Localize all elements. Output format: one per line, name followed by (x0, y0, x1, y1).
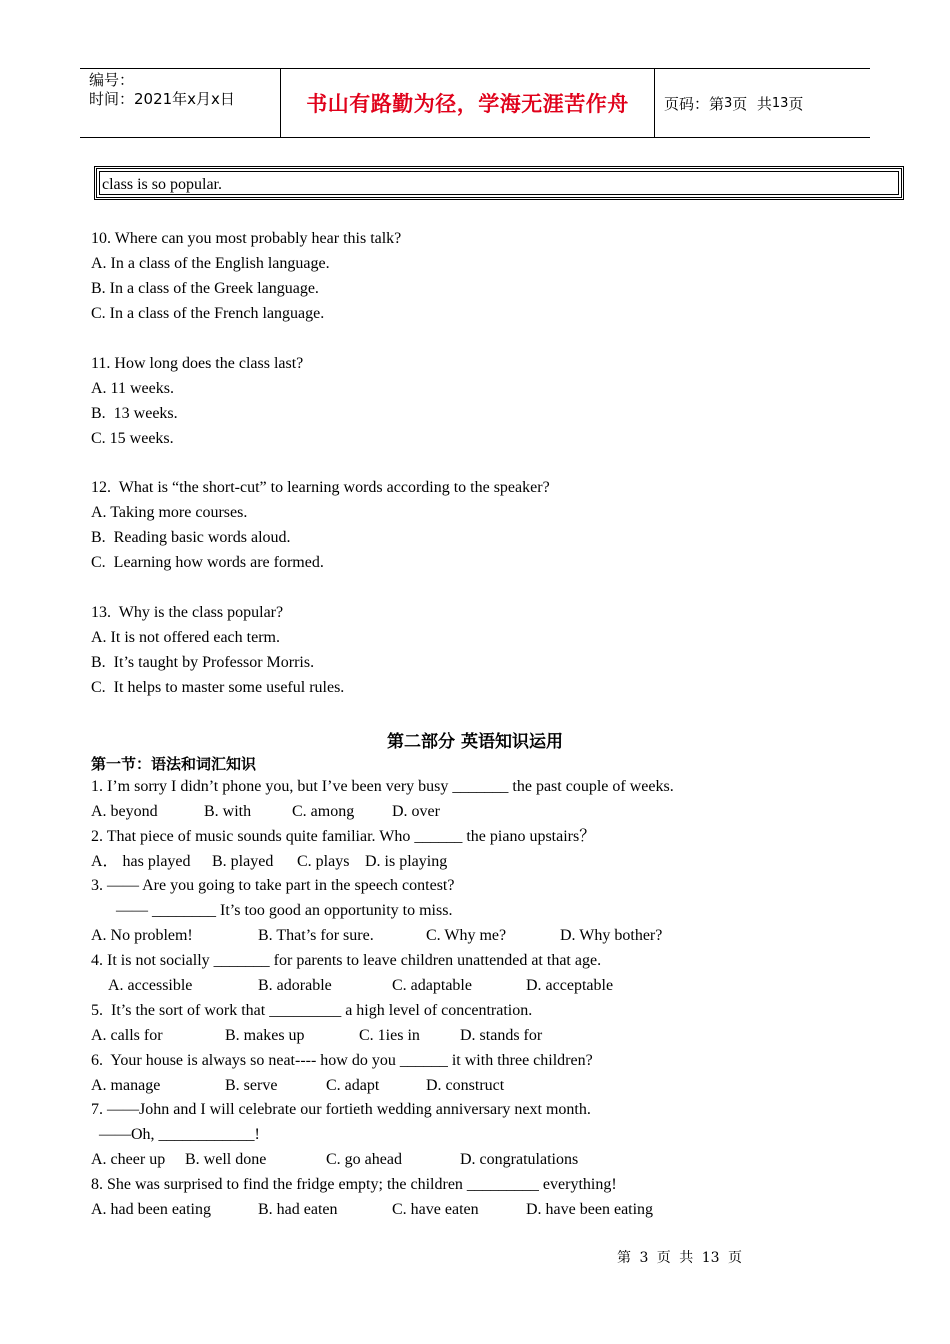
page-mid: 页 共 (732, 94, 772, 113)
g-q6-option-d: D. construct (426, 1077, 505, 1094)
motto-text: 书山有路勤为径，学海无涯苦作舟 (306, 92, 629, 116)
header-motto (281, 69, 655, 137)
question-12: 12. What is “the short-cut” to learning words according to the speaker? (91, 479, 550, 496)
page-prefix: 页码：第 (664, 94, 725, 113)
g-q6-option-b: B. serve (225, 1077, 278, 1094)
question-13: 13. Why is the class popular? (91, 604, 284, 621)
grammar-q1: 1. I’m sorry I didn’t phone you, but I’ve been very busy _______ the past couple of weeks. (91, 778, 674, 795)
q12-option-c: C. Learning how words are formed. (91, 554, 324, 571)
g-q6-option-c: C. adapt (326, 1077, 380, 1094)
part2-title: 第二部分 英语知识运用 (387, 732, 563, 752)
g-q4-option-b: B. adorable (258, 977, 332, 994)
g-q3-option-d: D. Why bother? (560, 927, 663, 944)
g-q7-option-c: C. go ahead (326, 1151, 402, 1168)
q12-option-b: B. Reading basic words aloud. (91, 529, 291, 546)
question-10: 10. Where can you most probably hear this talk? (91, 230, 402, 247)
page-total: 13 (771, 95, 789, 111)
g-q3-option-b: B. That’s for sure. (258, 927, 374, 944)
g-q1-option-b: B. with (204, 803, 252, 820)
q12-option-a: A. Taking more courses. (91, 504, 248, 521)
g-q4-option-a: A. accessible (108, 977, 193, 994)
grammar-q7: 7. ——John and I will celebrate our fortieth wedding anniversary next month. (91, 1101, 591, 1118)
g-q2-option-b: B. played (212, 853, 274, 870)
g-q3-option-a: A. No problem! (91, 927, 193, 944)
grammar-q7-reply: ——Oh, ____________! (99, 1126, 260, 1143)
g-q5-option-a: A. calls for (91, 1027, 163, 1044)
page-header (80, 68, 870, 138)
g-q2-option-a: A． has played (91, 853, 191, 870)
section1-title: 第一节：语法和词汇知识 (91, 755, 257, 773)
grammar-q8: 8. She was surprised to find the fridge empty; the children _________ everything! (91, 1176, 617, 1193)
q13-option-a: A. It is not offered each term. (91, 629, 280, 646)
header-page-info (655, 69, 870, 137)
g-q1-option-a: A. beyond (91, 803, 158, 820)
grammar-q4: 4. It is not socially _______ for parents to leave children unattended at that age. (91, 952, 602, 969)
header-meta (80, 69, 281, 137)
transcript-box (94, 166, 904, 200)
g-q8-option-a: A. had been eating (91, 1201, 211, 1218)
grammar-q3-reply: —— ________ It’s too good an opportunity to miss. (116, 902, 453, 919)
number-label: 编号： (89, 71, 135, 89)
g-q4-option-d: D. acceptable (526, 977, 614, 994)
page-footer: 第 3 页 共 13 页 (617, 1250, 742, 1266)
g-q3-option-c: C. Why me? (426, 927, 507, 944)
g-q8-option-c: C. have eaten (392, 1201, 479, 1218)
g-q8-option-b: B. had eaten (258, 1201, 338, 1218)
grammar-q2: 2. That piece of music sounds quite familiar. Who ______ the piano upstairs？ (91, 828, 596, 845)
g-q5-option-d: D. stands for (460, 1027, 543, 1044)
grammar-q6: 6. Your house is always so neat---- how do you ______ it with three children? (91, 1052, 593, 1069)
q10-option-c: C. In a class of the French language. (91, 305, 325, 322)
q10-option-a: A. In a class of the English language. (91, 255, 330, 272)
grammar-q3: 3. —— Are you going to take part in the speech contest? (91, 877, 455, 894)
g-q5-option-c: C. 1ies in (359, 1027, 420, 1044)
q10-option-b: B. In a class of the Greek language. (91, 280, 319, 297)
page-number: 3 (724, 95, 733, 111)
time-label: 时间：2021年x月x日 (89, 90, 235, 108)
g-q1-option-d: D. over (392, 803, 440, 820)
grammar-q5: 5. It’s the sort of work that _________ a high level of concentration. (91, 1002, 533, 1019)
page-suffix: 页 (788, 94, 804, 113)
transcript-text: class is so popular. (99, 171, 899, 195)
g-q7-option-a: A. cheer up (91, 1151, 166, 1168)
g-q7-option-b: B. well done (185, 1151, 267, 1168)
g-q5-option-b: B. makes up (225, 1027, 305, 1044)
g-q2-option-d: D. is playing (365, 853, 448, 870)
g-q4-option-c: C. adaptable (392, 977, 472, 994)
g-q8-option-d: D. have been eating (526, 1201, 654, 1218)
q11-option-a: A. 11 weeks. (91, 380, 174, 397)
question-11: 11. How long does the class last? (91, 355, 304, 372)
q13-option-c: C. It helps to master some useful rules. (91, 679, 345, 696)
q13-option-b: B. It’s taught by Professor Morris. (91, 654, 315, 671)
q11-option-b: B. 13 weeks. (91, 405, 178, 422)
g-q7-option-d: D. congratulations (460, 1151, 579, 1168)
g-q6-option-a: A. manage (91, 1077, 161, 1094)
g-q1-option-c: C. among (292, 803, 355, 820)
g-q2-option-c: C. plays (297, 853, 350, 870)
q11-option-c: C. 15 weeks. (91, 430, 174, 447)
